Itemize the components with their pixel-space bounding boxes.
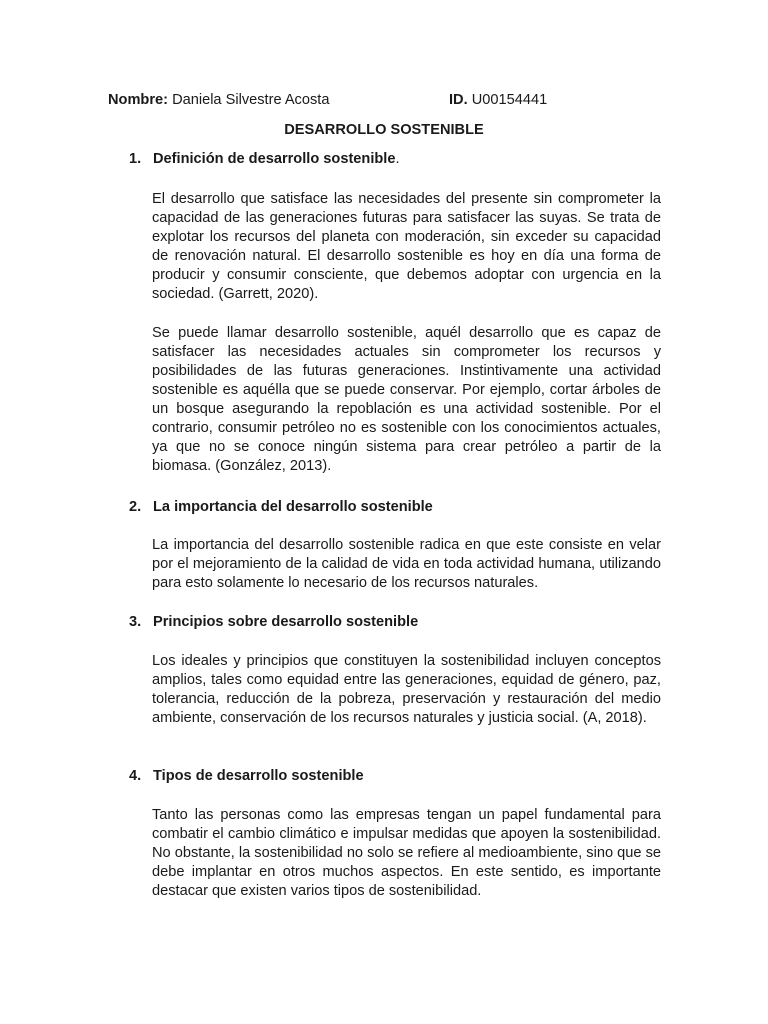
section-heading-1 xyxy=(129,150,400,169)
id-value: U00154441 xyxy=(471,92,548,108)
section-heading-text: Principios sobre desarrollo sostenible xyxy=(153,614,419,630)
section-heading-text: Tipos de desarrollo sostenible xyxy=(153,768,364,784)
section-heading-2 xyxy=(129,498,433,517)
name-value: Daniela Silvestre Acosta xyxy=(172,92,330,108)
paragraph-2-1: La importancia del desarrollo sostenible radica en que este consiste en velar por el mejoramiento de la calidad de vida en toda actividad humana, utilizando para esto solamente lo necesario de los recursos naturales. xyxy=(152,537,661,591)
paragraph-4-1: Tanto las personas como las empresas tengan un papel fundamental para combatir el cambio climático e impulsar medidas que apoyen la sostenibilidad. No obstante, la sostenibilidad no solo se refiere al medioambiente, sino que se debe implantar en otros muchos aspectos. En este sentido, es importante destacar que existen varios tipos de sostenibilidad. xyxy=(152,807,661,899)
section-heading-4 xyxy=(129,767,364,786)
section-heading-3 xyxy=(129,613,418,632)
name-label: Nombre: xyxy=(108,92,168,108)
section-heading-text: Definición de desarrollo sostenible xyxy=(153,151,396,167)
section-number: 4. xyxy=(129,768,142,784)
student-name xyxy=(108,91,329,110)
paragraph-1-1: El desarrollo que satisface las necesidades del presente sin comprometer la capacidad de las generaciones futuras para satisfacer las suyas. Se trata de explotar los recursos del planeta con moderación, sin exceder su capacidad de renovación natural. El desarrollo sostenible es hoy en día una forma de producir y consumir consciente, que debemos adoptar con urgencia en la sociedad. (Garrett, 2020). xyxy=(152,191,661,302)
student-header xyxy=(108,91,668,111)
section-heading-suffix: . xyxy=(395,151,400,167)
section-number: 3. xyxy=(129,614,142,630)
section-number: 2. xyxy=(129,499,142,515)
student-id xyxy=(449,91,547,110)
paragraph-3-1: Los ideales y principios que constituyen la sostenibilidad incluyen conceptos amplios, tales como equidad entre las generaciones, equidad de género, paz, tolerancia, reducción de la pobreza, preservación y restauración del medio ambiente, conservación de los recursos naturales y justicia social. (A, 2018). xyxy=(152,653,661,726)
document-title: DESARROLLO SOSTENIBLE xyxy=(284,122,484,138)
paragraph-1-2: Se puede llamar desarrollo sostenible, aquél desarrollo que es capaz de satisfacer las necesidades actuales sin comprometer los recursos y posibilidades de las futuras generaciones. Instintivamente una actividad sostenible es aquélla que se puede conservar. Por ejemplo, cortar árboles de un bosque asegurando la repoblación es una actividad sostenible. Por el contrario, consumir petróleo no es sostenible con los conocimientos actuales, ya que no se conoce ningún sistema para crear petróleo a partir de la biomasa. (González, 2013). xyxy=(152,325,661,474)
section-number: 1. xyxy=(129,151,142,167)
id-label: ID. xyxy=(449,92,468,108)
section-heading-text: La importancia del desarrollo sostenible xyxy=(153,499,433,515)
